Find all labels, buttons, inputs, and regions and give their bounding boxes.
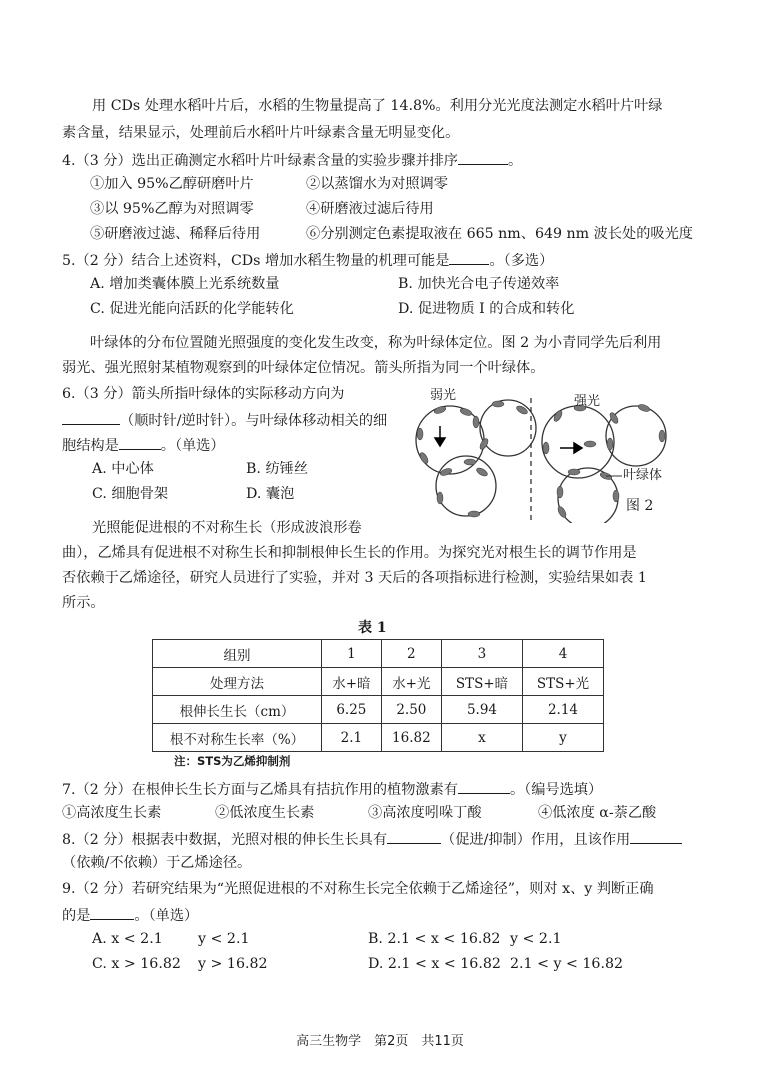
table-cell: 根伸长生长（cm）: [153, 696, 322, 724]
table-cell: 4: [522, 640, 603, 668]
q4-option-2: ②以蒸馏水为对照调零: [306, 176, 448, 192]
q9-stem: 9.（2 分）若研究结果为“光照促进根的不对称生长完全依赖于乙烯途径”，则对 x、y 判断正确: [62, 881, 654, 897]
q6-line-1: 6.（3 分）箭头所指叶绿体的实际移动方向为: [62, 386, 345, 402]
table-cell: y: [522, 724, 603, 752]
q8-stem-text: 8.（2 分）根据表中数据，光照对根的伸长生长具有: [62, 832, 388, 848]
q7-answer-blank[interactable]: [458, 778, 510, 794]
table-cell: STS+暗: [441, 668, 522, 696]
q4-answer-blank[interactable]: [458, 149, 508, 165]
table-cell: 2.14: [522, 696, 603, 724]
weak-light-label: 弱光: [430, 388, 457, 403]
intro-line-2: 素含量，结果显示，处理前后水稻叶片叶绿素含量无明显变化。: [62, 125, 460, 141]
table-cell: 1: [322, 640, 382, 668]
table-cell: 5.94: [441, 696, 522, 724]
table-row: [153, 640, 604, 668]
q5-stem: [62, 249, 553, 271]
strong-light-label: 强光: [574, 394, 601, 409]
weak-cell-3: [436, 456, 496, 516]
q7-stem-text: 7.（2 分）在根伸长生长方面与乙烯具有拮抗作用的植物激素有: [62, 782, 458, 798]
weak-cell-2: [480, 400, 536, 456]
table-row: [153, 668, 604, 696]
q9-option-c-x: C. x > 16.82: [92, 956, 181, 972]
q6-structure-blank[interactable]: [119, 434, 161, 450]
table-cell: 2.50: [381, 696, 441, 724]
q6-line-3: [62, 434, 225, 456]
q6-option-a: A. 中心体: [92, 461, 154, 477]
q7-stem-end: 。（编号选填）: [509, 782, 603, 798]
strong-cell-1: [542, 406, 614, 478]
para3-line-4: 所示。: [62, 595, 105, 611]
q5-stem-text: 5.（2 分）结合上述资料，CDs 增加水稻生物量的机理可能是: [62, 253, 450, 269]
q9-option-b-x: B. 2.1 < x < 16.82: [368, 931, 501, 947]
q4-option-6: ⑥分别测定色素提取液在 665 nm、649 nm 波长处的吸光度: [306, 226, 693, 242]
q9-option-d-x: D. 2.1 < x < 16.82: [368, 956, 501, 972]
table-cell: 2: [381, 640, 441, 668]
q7-stem: [62, 778, 602, 800]
para3-line-3: 否依赖于乙烯途径，研究人员进行了实验，并对 3 天后的各项指标进行检测，实验结果如表 1: [62, 570, 647, 586]
q8-stem-mid: （促进/抑制）作用，且该作用: [441, 832, 631, 848]
para2-line-1: 叶绿体的分布位置随光照强度的变化发生改变，称为叶绿体定位。图 2 为小青同学先后利用: [90, 335, 662, 351]
q4-option-4: ④研磨液过滤后待用: [306, 201, 434, 217]
q4-stem: [62, 149, 522, 171]
q7-option-4: ④低浓度 α-萘乙酸: [538, 805, 657, 821]
table-row: [153, 696, 604, 724]
q9-answer-blank[interactable]: [90, 904, 134, 920]
q7-option-3: ③高浓度吲哚丁酸: [368, 805, 482, 821]
q5-option-a: A. 增加类囊体膜上光系统数量: [90, 276, 280, 292]
figure-2: [410, 388, 670, 527]
q7-option-1: ①高浓度生长素: [62, 805, 162, 821]
q6-option-b: B. 纺锤丝: [246, 461, 309, 477]
q5-option-b: B. 加快光合电子传递效率: [398, 276, 560, 292]
page-footer: 高三生物学 第2页 共11页: [296, 1034, 464, 1049]
q9-option-d-y: 2.1 < y < 16.82: [510, 956, 624, 972]
results-table: [152, 639, 604, 752]
q4-stem-end: 。: [507, 153, 523, 169]
table-row: [153, 724, 604, 752]
q6-line-2: [62, 409, 387, 431]
table-cell: 根不对称生长率（%）: [153, 724, 322, 752]
q7-option-2: ②低浓度生长素: [215, 805, 315, 821]
q8-dependency-blank[interactable]: [630, 828, 682, 844]
para2-line-2: 弱光、强光照射某植物观察到的叶绿体定位情况。箭头所指为同一个叶绿体。: [62, 360, 545, 376]
intro-line-1: 用 CDs 处理水稻叶片后，水稻的生物量提高了 14.8%。利用分光光度法测定水稻叶片叶绿: [92, 98, 663, 114]
figure-2-label: 图 2: [626, 498, 654, 514]
q6-option-c: C. 细胞骨架: [92, 486, 169, 502]
table-cell: 6.25: [322, 696, 382, 724]
q6-line-3-end: 。（单选）: [160, 438, 225, 454]
table-cell: 水+光: [381, 668, 441, 696]
q5-option-c: C. 促进光能向活跃的化学能转化: [90, 301, 294, 317]
table-note: 注：STS为乙烯抑制剂: [174, 754, 291, 768]
q8-stem: [62, 828, 682, 850]
q9-option-b-y: y < 2.1: [510, 931, 562, 947]
q8-line-2: （依赖/不依赖）于乙烯途径。: [62, 855, 252, 871]
q9-option-c-y: y > 16.82: [198, 956, 268, 972]
table-caption: 表 1: [358, 620, 387, 636]
q4-option-5: ⑤研磨液过滤、稀释后待用: [90, 226, 261, 242]
table-cell: 组别: [153, 640, 322, 668]
table-cell: 2.1: [322, 724, 382, 752]
chloroplast-label: 叶绿体: [623, 468, 663, 483]
q4-stem-text: 4.（3 分）选出正确测定水稻叶片叶绿素含量的实验步骤并排序: [62, 153, 458, 169]
table-cell: 处理方法: [153, 668, 322, 696]
table-cell: STS+光: [522, 668, 603, 696]
table-cell: 3: [441, 640, 522, 668]
table-cell: 水+暗: [322, 668, 382, 696]
q9-option-a-x: A. x < 2.1: [92, 931, 163, 947]
q5-option-d: D. 促进物质 I 的合成和转化: [398, 301, 575, 317]
para3-line-1: 光照能促进根的不对称生长（形成波浪形卷: [92, 520, 362, 536]
para3-line-2: 曲），乙烯具有促进根不对称生长和抑制根伸长生长的作用。为探究光对根生长的调节作用是: [62, 545, 637, 561]
q9-line-2-text: 的是: [62, 908, 91, 924]
q9-line-2-end: 。（单选）: [134, 908, 199, 924]
q4-option-1: ①加入 95%乙醇研磨叶片: [90, 176, 254, 192]
q8-effect-blank[interactable]: [387, 828, 441, 844]
q5-answer-blank[interactable]: [449, 249, 489, 265]
table-cell: 16.82: [381, 724, 441, 752]
q9-line-2: [62, 904, 198, 926]
q6-line-3-text: 胞结构是: [62, 438, 119, 454]
q5-stem-end: 。（多选）: [489, 253, 554, 269]
q9-option-a-y: y < 2.1: [198, 931, 250, 947]
q6-line-2-text: （顺时针/逆时针）。与叶绿体移动相关的细: [120, 413, 388, 429]
q6-direction-blank[interactable]: [62, 409, 120, 425]
q4-option-3: ③以 95%乙醇为对照调零: [90, 201, 254, 217]
table-cell: x: [441, 724, 522, 752]
q6-option-d: D. 囊泡: [246, 486, 295, 502]
